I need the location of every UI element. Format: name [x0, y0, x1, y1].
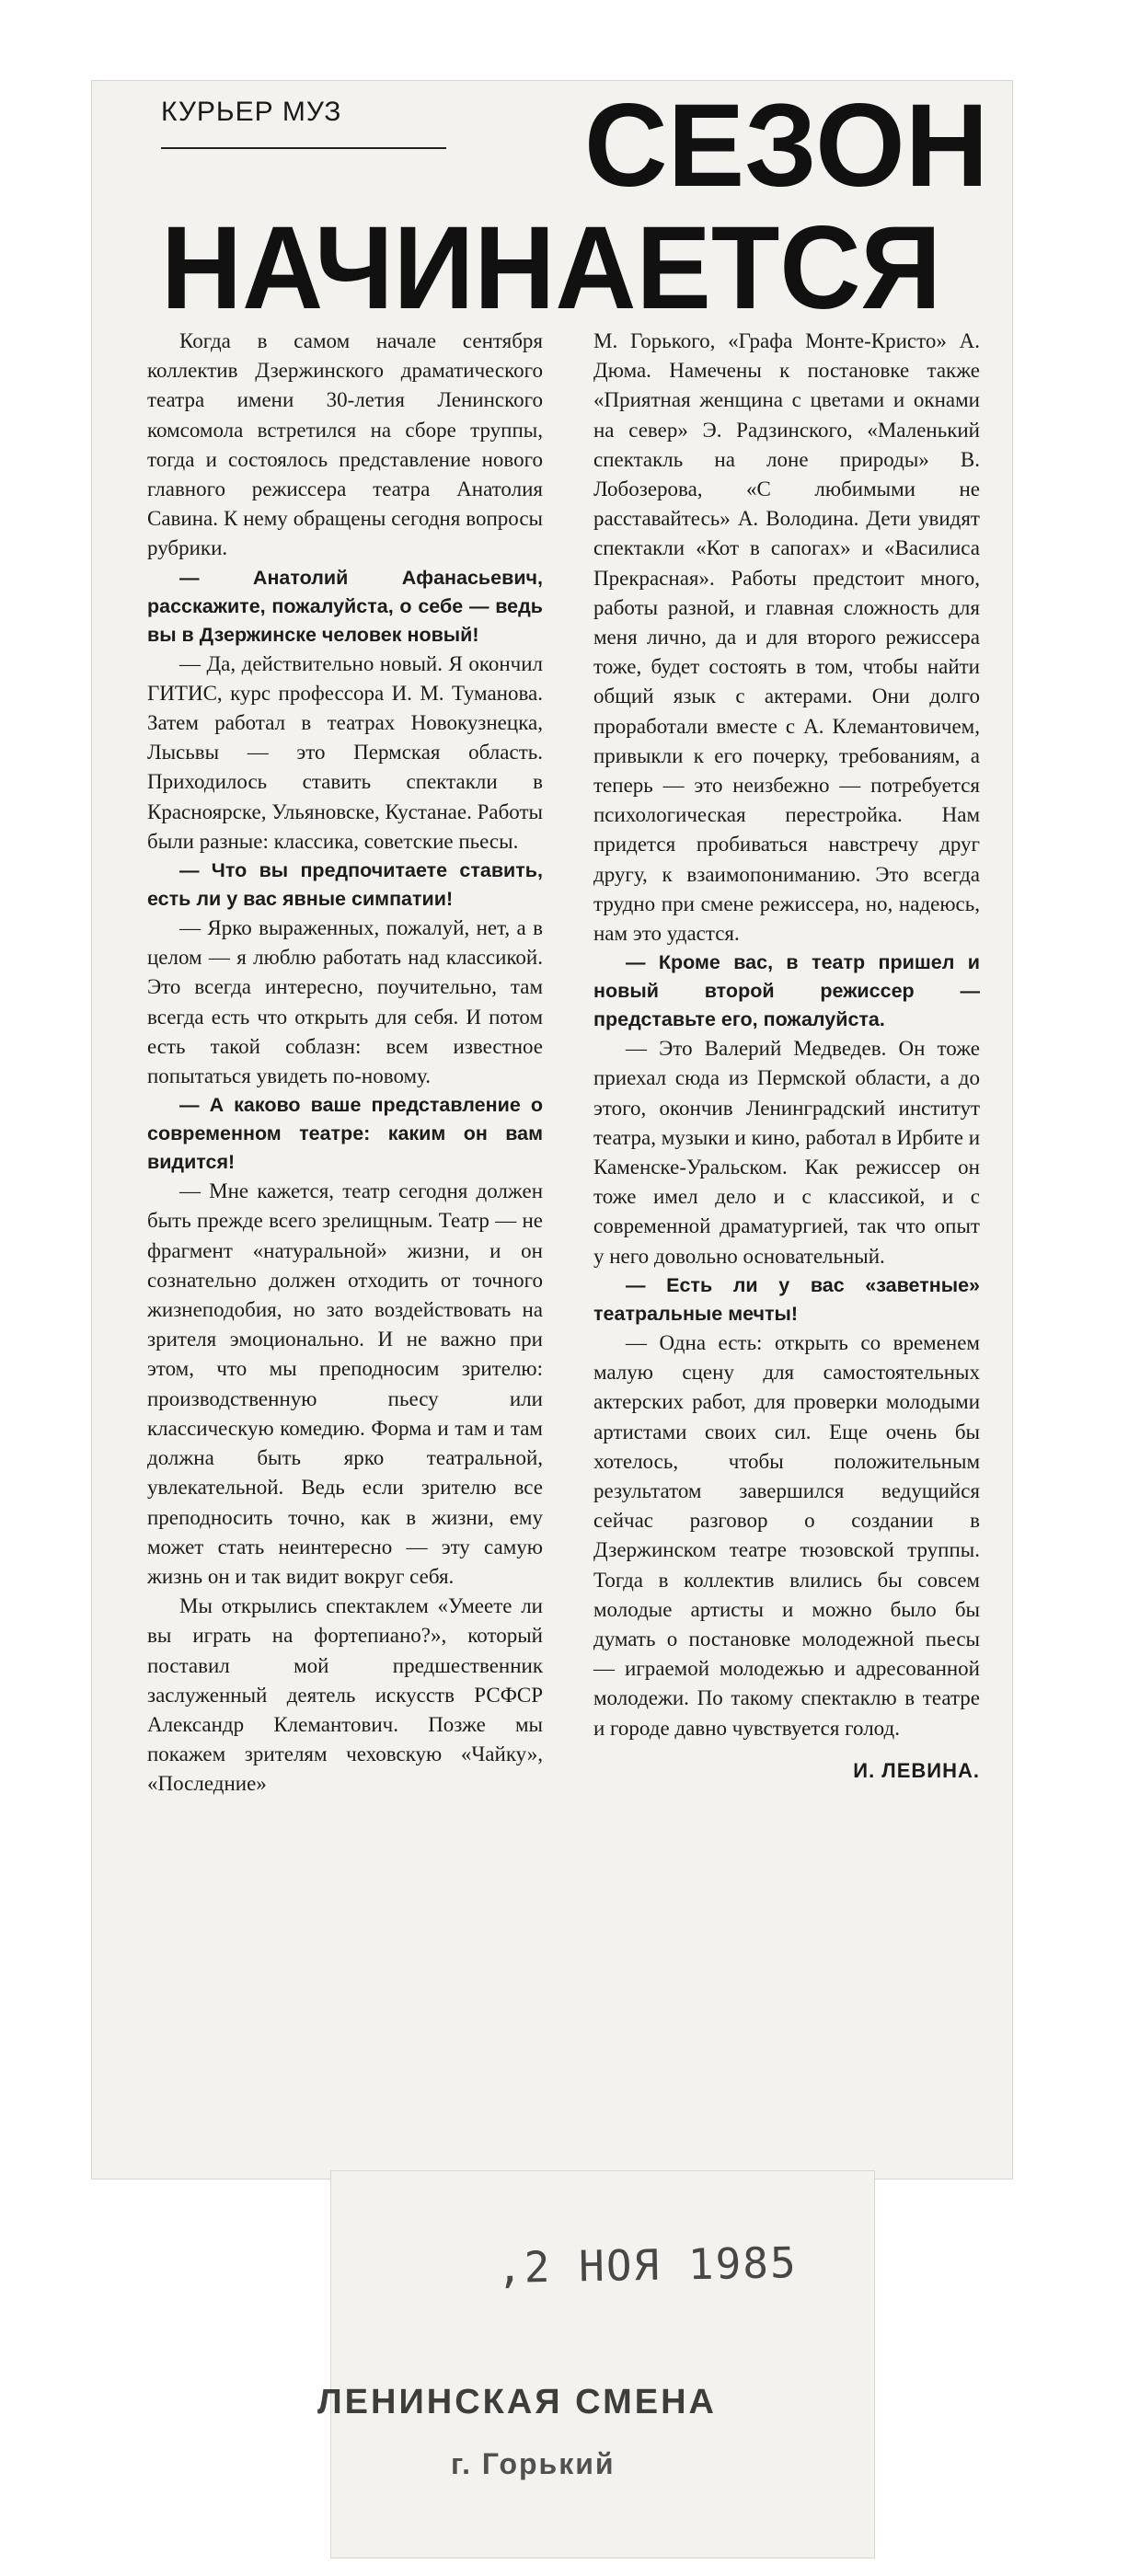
newspaper-stamp: ЛЕНИНСКАЯ СМЕНА — [317, 2383, 717, 2421]
headline-line-2: НАЧИНАЕТСЯ — [161, 202, 942, 334]
clipping-stub — [331, 2171, 874, 2558]
article-paragraph: — Да, действительно новый. Я окончил ГИТИС, курс профессора И. М. Туманова. Затем работал в театрах Новокузнецка, Лысьвы — это Пермская область. Приходилось ставить спектакли в Красноярске, Ульяновске, Кустанае. Работы были разные: классика, советские пьесы. — [147, 651, 544, 853]
article-paragraph: М. Горького, «Графа Монте-Кристо» А. Дюма. Намечены к постановке также «Приятная женщина с цветами и окнами на север» Э. Радзинского, «Маленький спектакль на лоне природы» В. Лобозерова, «С любимыми не расставайтесь» А. Володина. Дети увидят спектакли «Кот в сапогах» и «Василиса Прекрасная». Работы предстоит много, работы разной, и главная сложность для меня лично, да и для второго режиссера тоже, будет состоять в том, чтобы найти общий язык с актерами. Они долго проработали вместе с А. Клемантовичем, привыкли к его почерку, требованиям, а теперь — это неизбежно — потребуется психологическая перестройка. Нам придется пробиваться навстречу друг другу, к взаимопониманию. Это всегда трудно при смене режиссера, но, надеюсь, нам это удастся. — [593, 329, 980, 946]
rubric-label: КУРЬЕР МУЗ — [161, 97, 342, 127]
article-paragraph: — Это Валерий Медведев. Он тоже приехал сюда из Пермской области, а до этого, окончив Ленинградский институт театра, музыки и кино, работал в Ирбите и Каменске-Уральском. Как режиссер он тоже имел дело и с классикой, и с современной драматургией, так что опыт у него довольно основательный. — [593, 1037, 980, 1268]
interview-question: — Анатолий Афанасьевич, расскажите, пожалуйста, о себе — ведь вы в Дзержинске человек новый! — [147, 566, 543, 646]
headline-line-1: СЕЗОН — [584, 80, 989, 212]
interview-question: — А каково ваше представление о современном театре: каким он вам видится! — [147, 1094, 543, 1174]
article-paragraph: — Одна есть: открыть со временем малую сцену для самостоятельных актерских работ, для проверки молодыми артистами своих сил. Еще очень бы хотелось, чтобы положительным результатом завершился ведущийся сейчас разговор о создании в Дзержинском театре тюзовской труппы. Тогда в коллектив влились бы совсем молодые артисты и можно было бы думать о постановке молодежной пьесы — играемой молодежью и адресованной молодежи. По такому спектаклю в театре и городе давно чувствуется голод. — [593, 1330, 980, 1740]
article-paragraph: — Ярко выраженных, пожалуй, нет, а в целом — я люблю работать над классикой. Это всегда интересно, поучительно, там всегда есть что открыть для себя. И потом есть такой соблазн: всем известное попытаться увидеть по-новому. — [147, 916, 543, 1088]
article-paragraph: — Мне кажется, театр сегодня должен быть прежде всего зрелищным. Театр — не фрагмент «натуральной» жизни, и он сознательно должен отходить от точного жизнеподобия, но зато воздействовать на зрителя эмоционально. И не важно при этом, что мы преподносим зрителю: производственную пьесу или классическую комедию. Форма и там и там должна быть ярко театральной, увлекательной. Ведь если зрителю все преподносить точно, как в жизни, ему может стать неинтересно — эту самую жизнь он и так видит вокруг себя. — [147, 1179, 543, 1588]
date-stamp: ,2 НОЯ 1985 — [496, 2237, 799, 2293]
interview-question: — Что вы предпочитаете ставить, есть ли у вас явные симпатии! — [147, 859, 543, 911]
article-column-right — [593, 327, 980, 1786]
rubric-underline — [161, 147, 446, 149]
interview-question: — Кроме вас, в театр пришел и новый второй режиссер — представьте его, пожалуйста. — [593, 951, 980, 1031]
article-column-left — [147, 327, 543, 1800]
city-stamp: г. Горький — [451, 2447, 616, 2480]
interview-question: — Есть ли у вас «заветные» театральные мечты! — [593, 1273, 980, 1325]
article-paragraph: Когда в самом начале сентября коллектив Дзержинского драматического театра имени 30-летия Ленинского комсомола встретился на сборе труппы, тогда и состоялось представление нового главного режиссера театра Анатолия Савина. К нему обращены сегодня вопросы рубрики. — [147, 329, 543, 560]
author-signature: И. ЛЕВИНА. — [853, 1758, 980, 1782]
article-paragraph: Мы открылись спектаклем «Умеете ли вы играть на фортепиано?», который поставил мой предшественник заслуженный деятель искусств РСФСР Александр Клемантович. Позже мы покажем зрителям чеховскую «Чайку», «Последние» — [147, 1594, 543, 1796]
